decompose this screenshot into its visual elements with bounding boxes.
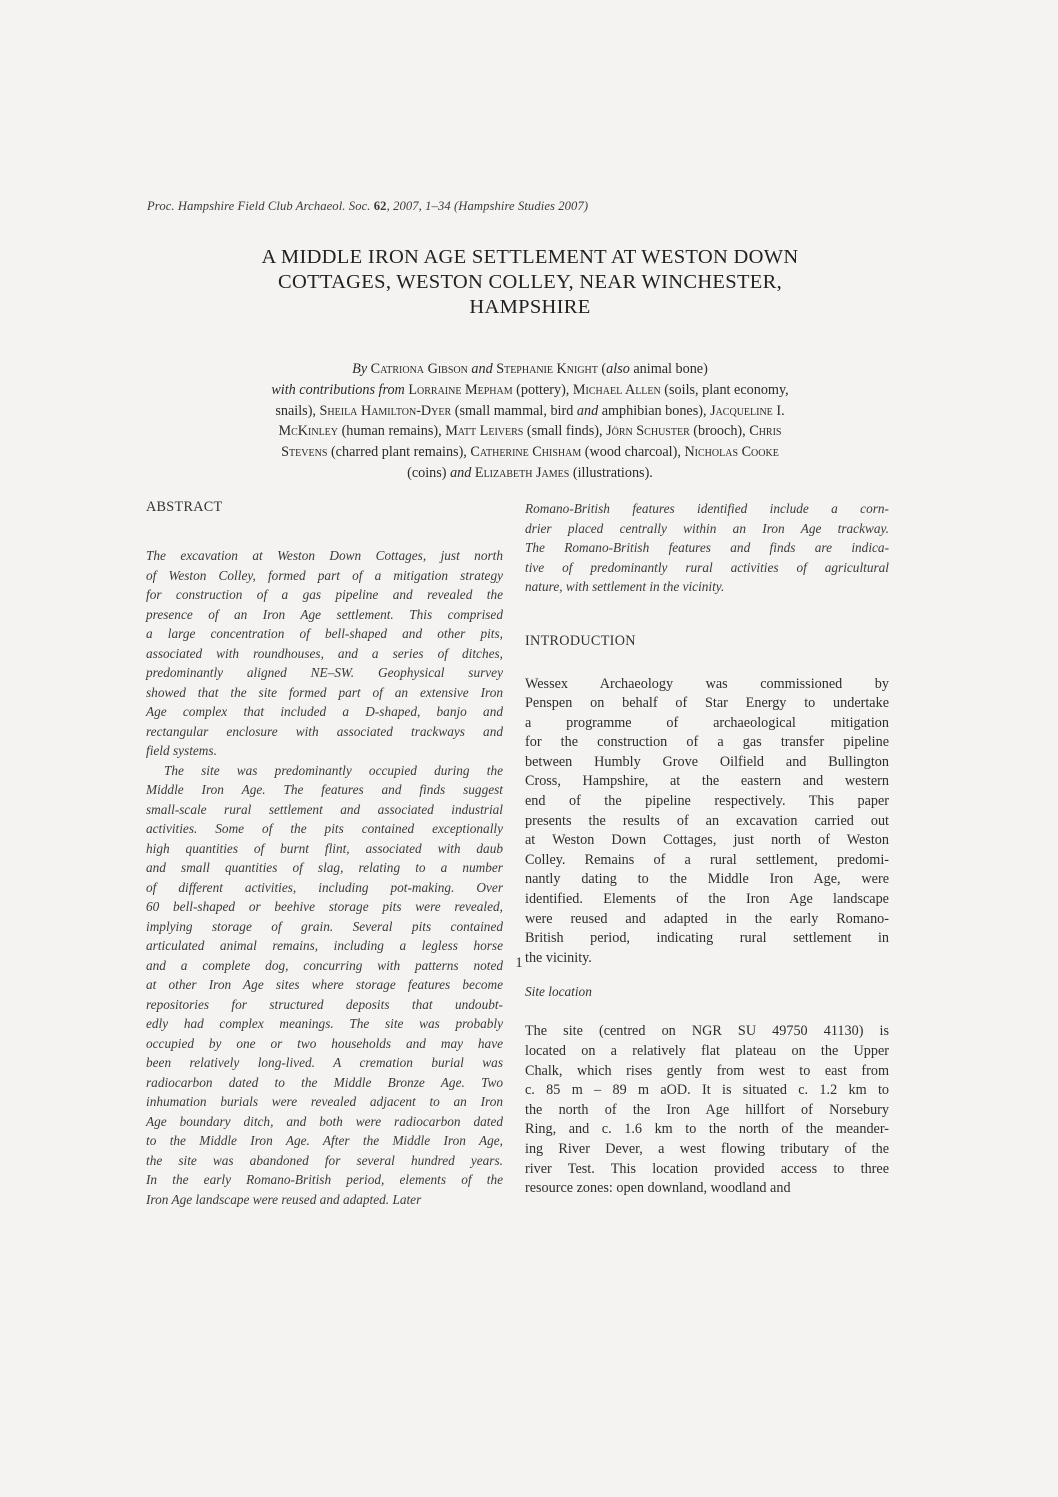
abstract-continued	[525, 499, 889, 597]
contributor-name: Sheila Hamilton-Dyer	[319, 402, 452, 419]
text-line: occupied by one or two households and may have	[146, 1035, 503, 1051]
contributor-name: Jörn Schuster	[606, 423, 690, 440]
text-line: of Weston Colley, formed part of a mitigation strategy	[146, 567, 503, 583]
text-line: the vicinity.	[525, 949, 592, 966]
text-line: c. 85 m – 89 m aOD. It is situated c. 1.2 km to	[525, 1082, 889, 1099]
right-column	[525, 499, 889, 1199]
text-line: Cross, Hampshire, at the eastern and western	[525, 773, 889, 790]
abstract-paragraph-1	[146, 546, 503, 761]
citation-journal: Proc. Hampshire Field Club Archaeol. Soc.	[147, 199, 374, 213]
text-line: Middle Iron Age. The features and finds suggest	[146, 782, 503, 797]
title-line: COTTAGES, WESTON COLLEY, NEAR WINCHESTER,	[278, 271, 782, 293]
text-line: nantly dating to the Middle Iron Age, were	[525, 871, 889, 888]
text-line: been relatively long-lived. A cremation burial was	[146, 1055, 503, 1070]
author-name: Stephanie Knight	[496, 361, 598, 377]
text-line: The Romano-British features and finds are indica-	[525, 540, 889, 555]
author-line: McKinley (human remains), Matt Leivers (small finds), Jörn Schuster (brooch), Chris	[278, 423, 782, 440]
citation-pages: , 2007, 1–34 (Hampshire Studies 2007)	[386, 199, 589, 213]
text-line: between Humbly Grove Oilfield and Bullington	[525, 753, 889, 770]
contributor-name: Catherine Chisham	[470, 444, 582, 461]
abstract-paragraph-2	[146, 761, 503, 1210]
text-line: of different activities, including pot-making. Over	[146, 879, 503, 895]
text-line: at Weston Down Cottages, just north of Weston	[525, 832, 889, 849]
text-line: Colley. Remains of a rural settlement, predomi-	[525, 851, 889, 868]
text-line: Age complex that included a D-shaped, banjo and	[146, 704, 503, 719]
journal-citation	[147, 199, 927, 214]
author-line: (coins) and Elizabeth James (illustrations).	[407, 464, 653, 481]
author-block	[150, 359, 910, 484]
text-line: Ring, and c. 1.6 km to the north of the meander-	[525, 1121, 889, 1138]
text-line: articulated animal remains, including a legless horse	[146, 938, 503, 953]
text-line: activities. Some of the pits contained exceptionally	[146, 821, 503, 836]
text-line: 60 bell-shaped or beehive storage pits were revealed,	[146, 899, 503, 914]
text-line: The site was predominantly occupied during the	[164, 762, 503, 778]
contributor-name: Stevens	[281, 444, 328, 461]
introduction-paragraph	[525, 675, 889, 969]
text-line: presents the results of an excavation carried out	[525, 812, 889, 829]
text-line: for construction of a gas pipeline and revealed the	[146, 587, 503, 602]
text-line: resource zones: open downland, woodland and	[525, 1180, 791, 1197]
site-location-paragraph	[525, 1022, 889, 1198]
text-line: Wessex Archaeology was commissioned by	[525, 675, 889, 692]
contributor-name: Michael Allen	[572, 381, 661, 398]
text-line: Chalk, which rises gently from west to east from	[525, 1062, 889, 1079]
text-line: were reused and adapted in the early Romano-	[525, 910, 889, 927]
author-line: snails), Sheila Hamilton-Dyer (small mammal, bird and amphibian bones), Jacqueline I.	[275, 402, 785, 419]
title-line: HAMPSHIRE	[469, 296, 591, 318]
text-line: a large concentration of bell-shaped and other pits,	[146, 626, 503, 641]
text-line: The excavation at Weston Down Cottages, just north	[146, 548, 503, 563]
page-number: 1	[515, 955, 523, 971]
text-line: presence of an Iron Age settlement. This comprised	[146, 606, 503, 622]
text-line: Romano-British features identified include a corn-	[525, 501, 889, 516]
text-line: predominantly aligned NE–SW. Geophysical survey	[146, 665, 503, 680]
text-line: In the early Romano-British period, elements of the	[146, 1172, 503, 1187]
text-line: a programme of archaeological mitigation	[525, 714, 889, 731]
text-line: nature, with settlement in the vicinity.	[525, 579, 725, 594]
text-line: Age boundary ditch, and both were radiocarbon dated	[146, 1113, 503, 1129]
text-line: and a complete dog, concurring with patterns noted	[146, 957, 503, 973]
contributor-name: McKinley	[278, 423, 339, 440]
text-line: high quantities of burnt flint, associated with daub	[146, 840, 503, 856]
contributor-name: Nicholas Cooke	[684, 444, 779, 461]
text-line: tive of predominantly rural activities of agricultural	[525, 559, 889, 575]
text-line: radiocarbon dated to the Middle Bronze Age. Two	[146, 1074, 503, 1090]
text-line: Penspen on behalf of Star Energy to undertake	[525, 695, 889, 712]
text-line: The site (centred on NGR SU 49750 41130) is	[525, 1023, 889, 1040]
text-line: drier placed centrally within an Iron Age trackway.	[525, 520, 889, 536]
text-line: identified. Elements of the Iron Age landscape	[525, 891, 889, 908]
text-line: end of the pipeline respectively. This paper	[525, 793, 889, 810]
article-title	[150, 245, 910, 320]
contributor-name: Matt Leivers	[445, 423, 524, 440]
author-line: with contributions from Lorraine Mepham (pottery), Michael Allen (soils, plant economy,	[271, 381, 789, 398]
text-line: British period, indicating rural settlement in	[525, 930, 889, 947]
author-line: By Catriona Gibson and Stephanie Knight (also animal bone)	[352, 361, 708, 377]
author-name: Catriona Gibson	[370, 361, 468, 377]
contributor-name: Elizabeth James	[474, 464, 570, 481]
contributor-name: Lorraine Mepham	[408, 381, 513, 398]
text-line: repositories for structured deposits that undoubt-	[146, 996, 503, 1012]
text-line: at other Iron Age sites where storage features become	[146, 977, 503, 992]
text-line: implying storage of grain. Several pits contained	[146, 918, 503, 934]
text-line: to the Middle Iron Age. After the Middle Iron Age,	[146, 1133, 503, 1148]
site-location-heading: Site location	[525, 984, 592, 1000]
text-line: for the construction of a gas transfer pipeline	[525, 734, 889, 751]
text-line: ing River Dever, a west flowing tributary of the	[525, 1140, 889, 1157]
introduction-heading: INTRODUCTION	[525, 632, 636, 649]
left-column	[146, 499, 503, 1209]
text-line: associated with roundhouses, and a series of ditches,	[146, 645, 503, 661]
text-line: the north of the Iron Age hillfort of Norsebury	[525, 1101, 889, 1118]
text-line: small-scale rural settlement and associated industrial	[146, 801, 503, 817]
text-line: and small quantities of slag, relating to a number	[146, 860, 503, 875]
text-line: river Test. This location provided access to three	[525, 1160, 889, 1177]
text-line: inhumation burials were revealed adjacent to an Iron	[146, 1094, 503, 1109]
contributor-name: Chris	[749, 423, 782, 440]
text-line: the site was abandoned for several hundred years.	[146, 1152, 503, 1168]
text-line: Iron Age landscape were reused and adapted. Later	[146, 1191, 422, 1207]
text-line: showed that the site formed part of an extensive Iron	[146, 684, 503, 700]
contributor-name: Jacqueline I.	[710, 402, 785, 419]
text-line: located on a relatively flat plateau on the Upper	[525, 1043, 889, 1059]
citation-volume: 62	[373, 199, 387, 213]
abstract-heading: ABSTRACT	[146, 499, 223, 515]
author-line: Stevens (charred plant remains), Catherine Chisham (wood charcoal), Nicholas Cooke	[281, 444, 779, 461]
title-line: A MIDDLE IRON AGE SETTLEMENT AT WESTON DOWN	[261, 246, 799, 268]
text-line: edly had complex meanings. The site was probably	[146, 1016, 503, 1031]
text-line: field systems.	[146, 743, 217, 758]
text-line: rectangular enclosure with associated trackways and	[146, 723, 503, 739]
